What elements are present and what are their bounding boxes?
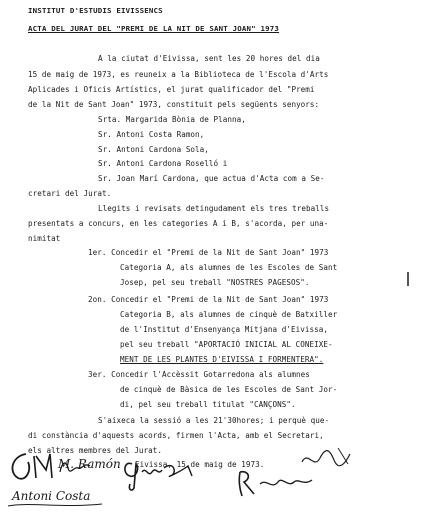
closing-line-3: els altres membres del Jurat. (28, 446, 163, 455)
jury-member-1: Srta. Margarida Bònia de Planna, (98, 115, 246, 124)
prize-2-line-5: MENT DE LES PLANTES D'EIVISSA I FORMENTERA". (120, 355, 324, 364)
prize-3-line-1: 3er. Concedir l'Accèssit Gotarredona als alumnes (88, 370, 310, 379)
jury-member-2: Sr. Antoni Costa Ramon, (98, 130, 205, 139)
prize-3-line-2: de cinquè de Bàsica de les Escoles de Sant Jor- (120, 385, 338, 394)
prize-2-line-3: de l'Institut d'Ensenyança Mitjana d'Eivissa, (120, 325, 328, 334)
prize-1-line-3: Josep, pel seu treball "NOSTRES PAGESOS". (120, 278, 310, 287)
closing-line-2: di constància d'aquests acords, firmen l'Acta, amb el Secretari, (28, 431, 324, 440)
jury-continuation: cretari del Jurat. (28, 189, 112, 198)
review-line-1: Llegits i revisats detingudament els tres treballs (98, 204, 330, 213)
prize-2-line-1: 2on. Concedir el "Premi de la Nit de Sant Joan" 1973 (88, 295, 329, 304)
prize-1-line-1: 1er. Concedir el "Premi de la Nit de Sant Joan" 1973 (88, 248, 329, 257)
jury-member-5: Sr. Joan Marí Cardona, que actua d'Acta com a Se- (98, 174, 325, 183)
prize-1-line-2: Categoria A, als alumnes de les Escoles de Sant (120, 263, 338, 272)
signature-cardona-1 (118, 454, 198, 494)
prize-2-line-2: Categoria B, als alumnes de cinquè de Batxiller (120, 310, 338, 319)
jury-member-4: Sr. Antoni Cardona Roselló i (98, 159, 228, 168)
intro-line-2: 15 de maig de 1973, es reuneix a la Biblioteca de l'Escola d'Arts (28, 70, 329, 79)
intro-line-3: Aplicades i Oficis Artístics, el jurat qualificador del "Premi (28, 85, 315, 94)
document-title: ACTA DEL JURAT DEL "PREMI DE LA NIT DE SANT JOAN" 1973 (28, 24, 280, 33)
prize-3-line-3: di, pel seu treball titulat "CANÇONS". (120, 400, 296, 409)
signature-ramon-text: M. Ramón (58, 457, 121, 471)
review-line-3: nimitat (28, 234, 61, 243)
jury-member-3: Sr. Antoni Cardona Sola, (98, 145, 209, 154)
intro-line-1: A la ciutat d'Eivissa, sent les 20 hores del dia (98, 54, 320, 63)
signature-costa (6, 482, 106, 510)
margin-mark (407, 272, 409, 286)
institution-header: INSTITUT D'ESTUDIS EIVISSENCS (28, 6, 163, 15)
intro-line-4: de la Nit de Sant Joan" 1973, constituit pels següents senyors: (28, 100, 320, 109)
closing-line-1: S'aixeca la sessió a les 21'30hores; i perquè que- (98, 416, 330, 425)
review-line-2: presentats a concurs, en les categories A i B, s'acorda, per una- (28, 219, 329, 228)
prize-2-line-4: pel seu treball "APORTACIÓ INICIAL AL CONEIXE- (120, 340, 333, 349)
date-line: Eivissa, 15 de maig de 1973. (135, 460, 265, 469)
signature-costa-text: Antoni Costa (12, 489, 91, 503)
signature-cardona-2 (232, 468, 322, 498)
